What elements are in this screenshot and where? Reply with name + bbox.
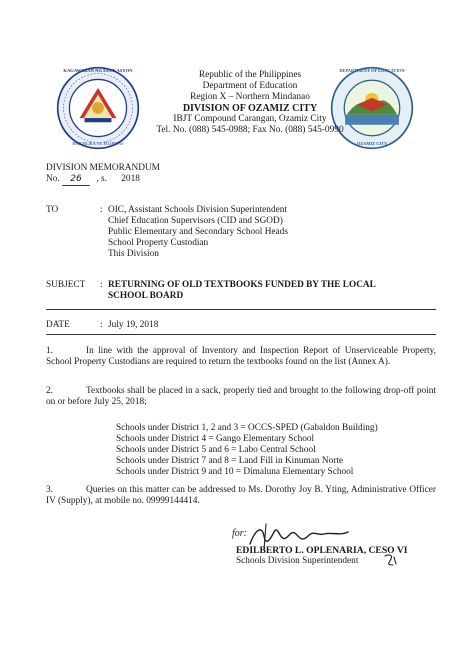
paragraph-1-text: In line with the approval of Inventory and Inspection Report of Unserviceable Property, School Property Custodians are required to return the textbooks found on the list (Annex A). (46, 346, 436, 368)
right-seal-ring-text: DEPARTMENT OF EDUCATION (339, 68, 405, 73)
memo-series-label: , s. (96, 174, 107, 184)
paragraph-2-text: Textbooks shall be placed in a sack, properly tied and brought to the following drop-off point on or before July 25, 2018; (46, 386, 436, 408)
paragraph-3 (46, 485, 436, 508)
dropoff-item: Schools under District 5 and 6 = Labo Central School (116, 445, 316, 455)
memo-series-year: 2018 (121, 174, 140, 184)
paragraph-2 (46, 386, 436, 409)
header-address: IBJT Compound Carangan, Ozamiz City (173, 114, 327, 124)
memo-title: DIVISION MEMORANDUM (46, 163, 160, 173)
date-value: July 19, 2018 (108, 320, 159, 330)
memo-no-value: 26 (62, 174, 90, 186)
header-region: Region X – Northern Mindanao (190, 92, 310, 102)
subject-divider (46, 309, 436, 310)
memo-number-line (46, 174, 140, 186)
initials-mark-icon (383, 553, 399, 567)
to-recipient: Chief Education Supervisors (CID and SGOD) (108, 216, 283, 226)
memo-no-label: No. (46, 174, 60, 184)
to-label: TO (46, 205, 59, 215)
paragraph-1-number: 1. (46, 346, 53, 356)
paragraph-1 (46, 346, 436, 369)
header-contact: Tel. No. (088) 545-0988; Fax No. (088) 545-0990 (156, 125, 344, 135)
header-division: DIVISION OF OZAMIZ CITY (182, 103, 318, 114)
signatory-title: Schools Division Superintendent (236, 556, 359, 566)
signature-prefix: for: (232, 528, 247, 539)
subject-colon: : (100, 280, 103, 290)
subject-line-2: SCHOOL BOARD (108, 291, 184, 301)
dropoff-item: Schools under District 1, 2 and 3 = OCCS-SPED (Gabaldon Building) (116, 423, 378, 433)
dropoff-item: Schools under District 9 and 10 = Dimaluna Elementary School (116, 467, 354, 477)
to-recipient: School Property Custodian (108, 238, 209, 248)
deped-seal-icon (56, 66, 140, 150)
paragraph-2-number: 2. (46, 386, 53, 396)
left-seal-ring-text: KAGAWARAN NG EDUKASYON (63, 68, 133, 73)
to-recipient: Public Elementary and Secondary School Heads (108, 227, 288, 237)
paragraph-3-number: 3. (46, 485, 53, 495)
to-recipient: OIC, Assistant Schools Division Superintendent (108, 205, 287, 215)
right-seal-bottom-text: OZAMIZ CITY (356, 141, 388, 146)
dropoff-item: Schools under District 7 and 8 = Land Fill in Kinuman Norte (116, 456, 344, 466)
dropoff-item: Schools under District 4 = Gango Elementary School (116, 434, 315, 444)
header-department: Department of Education (202, 81, 298, 91)
header-republic: Republic of the Philippines (198, 70, 302, 80)
paragraph-3-text: Queries on this matter can be addressed to Ms. Dorothy Joy B. Yting, Administrative Officer IV (Supply), at mobile no. 09999144414. (46, 485, 436, 507)
date-colon: : (100, 320, 103, 330)
left-seal-bottom-text: REPUBLIKA NG PILIPINAS (72, 141, 124, 146)
subject-line-1: RETURNING OF OLD TEXTBOOKS FUNDED BY THE LOCAL (108, 280, 376, 290)
subject-label: SUBJECT (46, 280, 86, 290)
to-recipient: This Division (108, 249, 159, 259)
signatory-name: EDILBERTO L. OPLENARIA, CESO VI (236, 545, 408, 556)
date-label: DATE (46, 320, 70, 330)
to-colon: : (100, 205, 103, 215)
date-divider (46, 334, 436, 335)
